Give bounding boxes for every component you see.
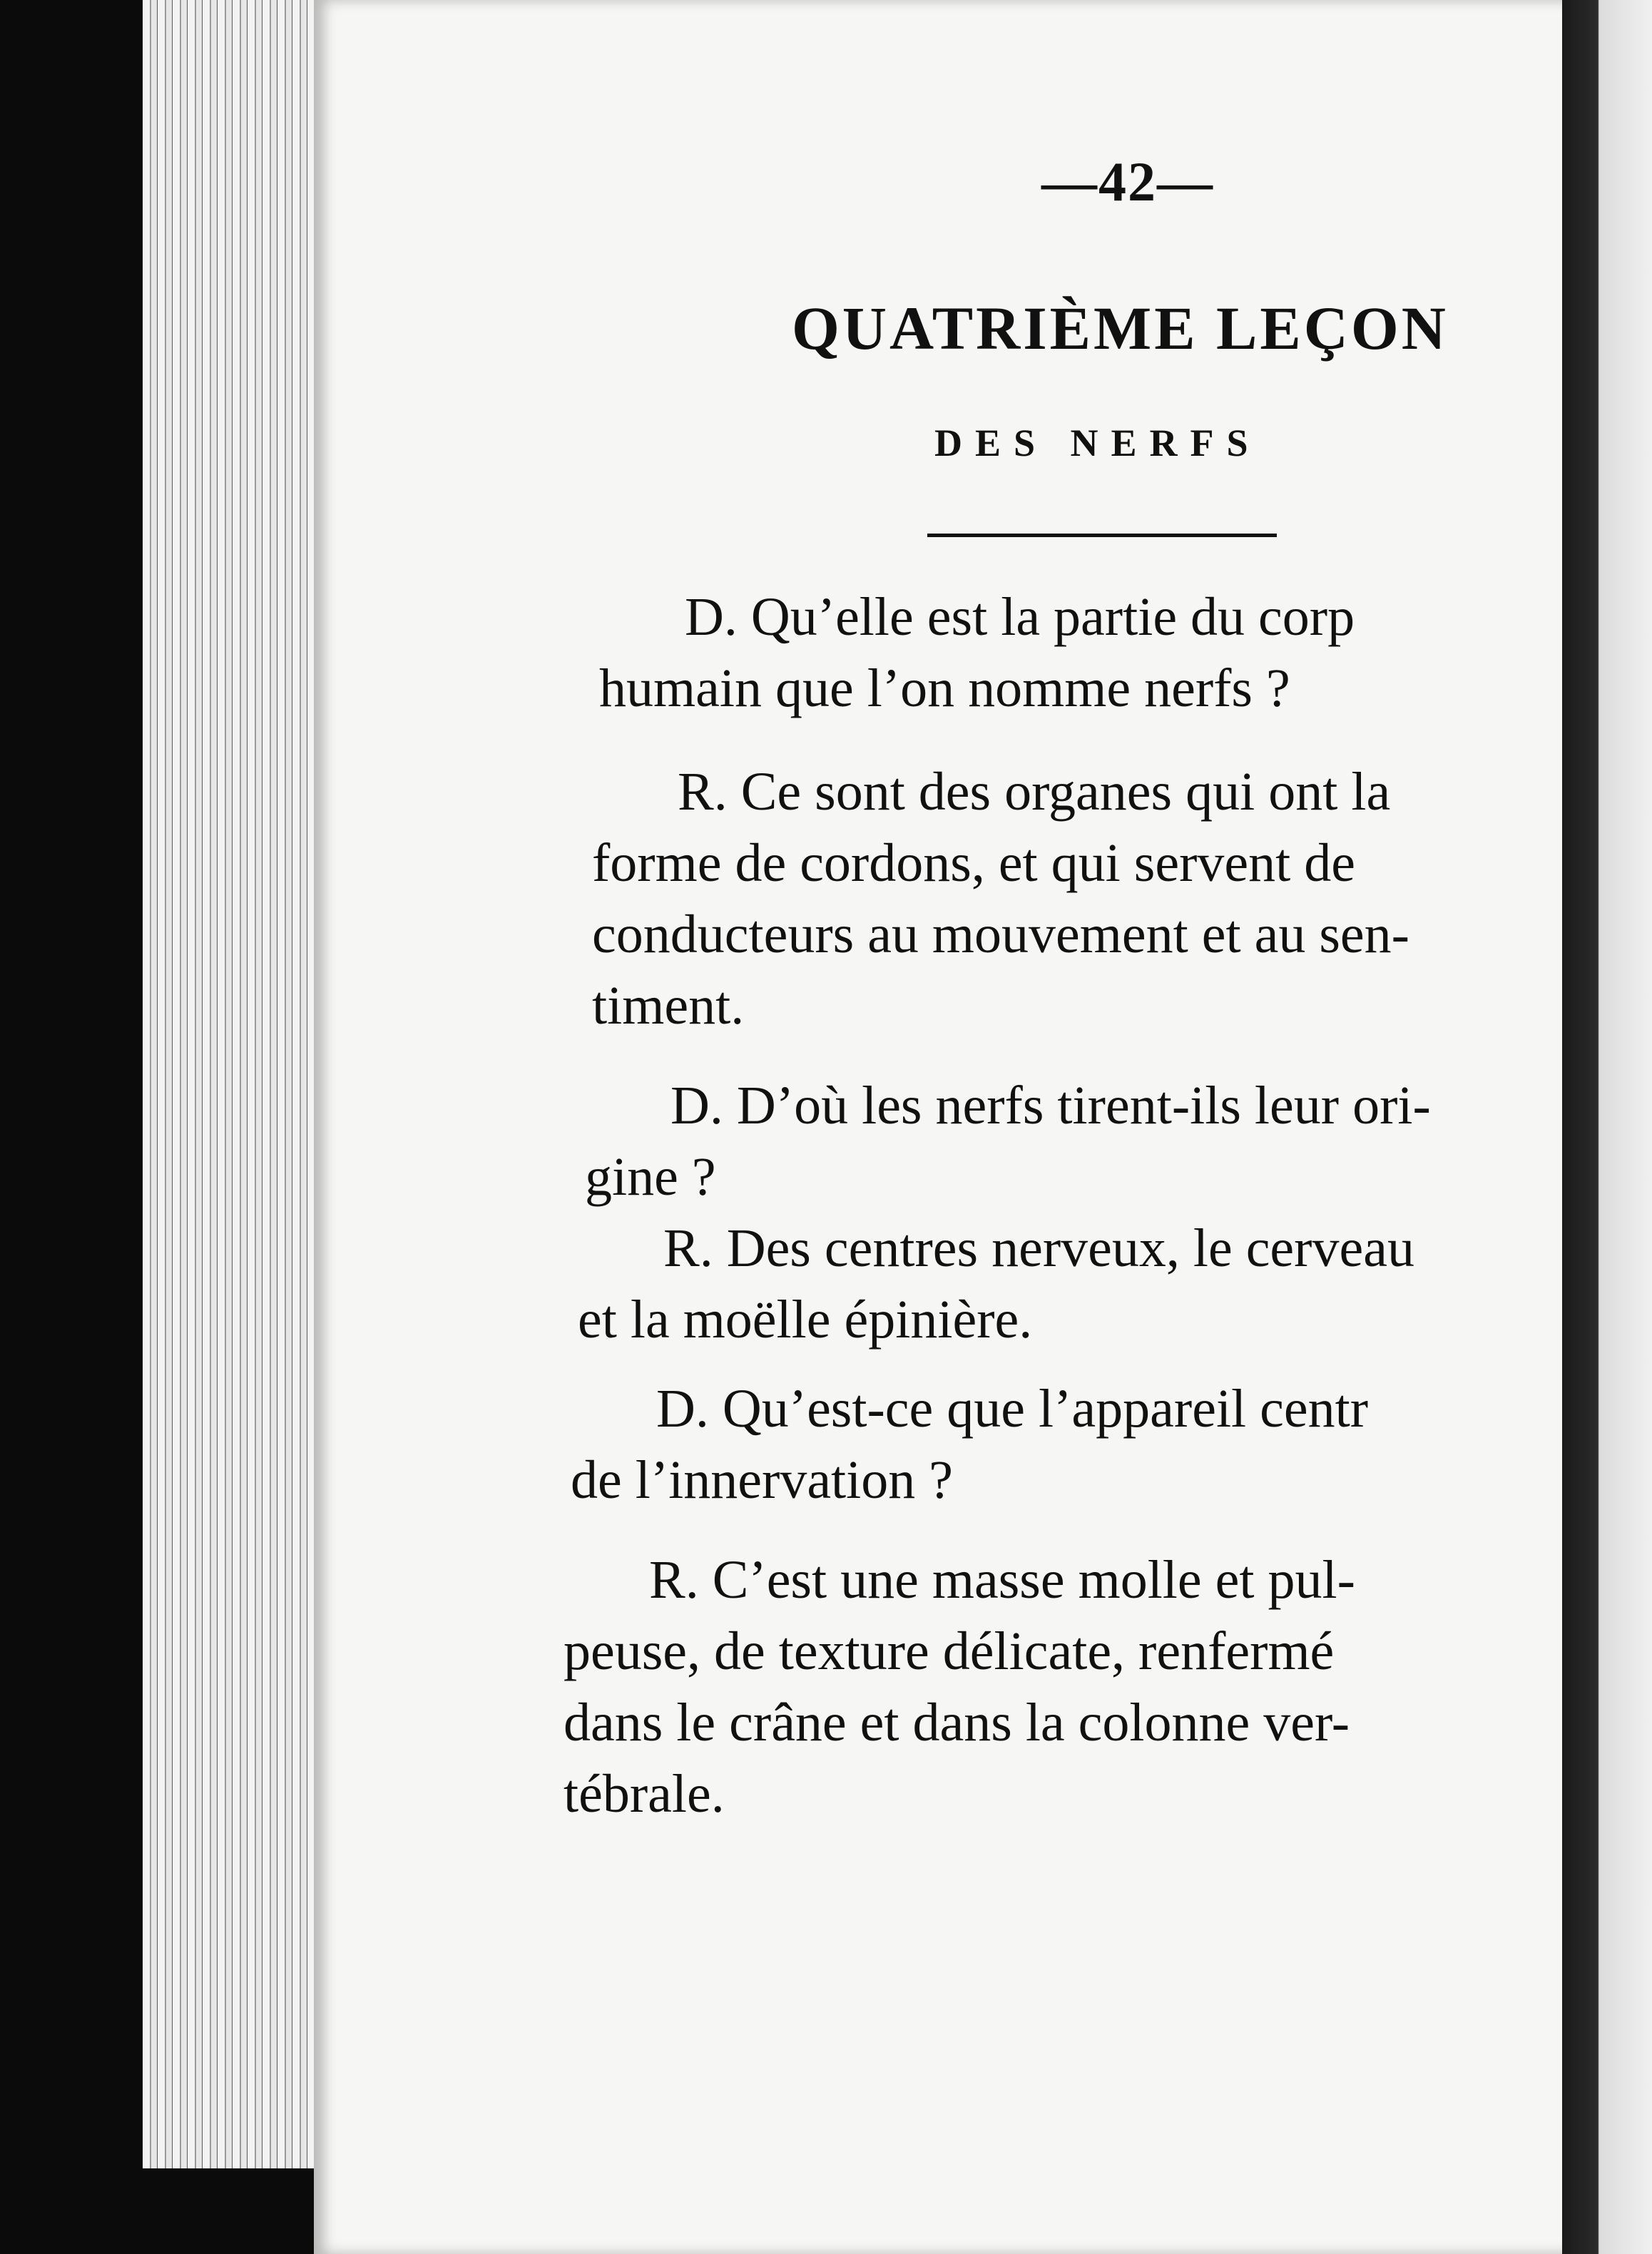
lesson-subtitle: DES NERFS (934, 422, 1261, 464)
question-2 (585, 1070, 1431, 1213)
answer-3-line-2: peuse, de texture délicate, renfermé (564, 1621, 1335, 1681)
question-3-line-1: D. Qu’est-ce que l’appareil centr (656, 1379, 1369, 1439)
question-1-line-1: D. Qu’elle est la partie du corp (685, 587, 1355, 647)
question-2-line-1: D. D’où les nerfs tirent-ils leur ori- (671, 1076, 1431, 1136)
lesson-title: QUATRIÈME LEÇON (792, 294, 1449, 362)
answer-1 (592, 756, 1409, 1041)
page-number: —42— (1041, 151, 1214, 213)
answer-2 (578, 1213, 1414, 1355)
question-1-line-2: humain que l’on nomme nerfs ? (599, 658, 1290, 718)
answer-3-line-1: R. C’est une masse molle et pul- (649, 1550, 1355, 1610)
answer-1-line-3: conducteurs au mouvement et au sen- (592, 904, 1409, 964)
page-edge-stack (143, 0, 314, 2168)
question-1 (599, 581, 1355, 724)
question-2-line-2: gine ? (585, 1147, 716, 1207)
question-3-line-2: de l’innervation ? (571, 1450, 954, 1510)
title-rule (927, 534, 1277, 537)
answer-1-line-4: timent. (592, 976, 745, 1036)
answer-3 (564, 1544, 1355, 1830)
binding-shadow (1562, 0, 1652, 2254)
answer-2-line-1: R. Des centres nerveux, le cerveau (663, 1218, 1414, 1278)
answer-3-line-3: dans le crâne et dans la colonne ver- (564, 1693, 1350, 1753)
question-3 (571, 1373, 1368, 1516)
answer-2-line-2: et la moëlle épinière. (578, 1290, 1033, 1350)
answer-1-line-2: forme de cordons, et qui servent de (592, 833, 1355, 893)
answer-1-line-1: R. Ce sont des organes qui ont la (678, 762, 1391, 822)
answer-3-line-4: tébrale. (564, 1764, 725, 1824)
